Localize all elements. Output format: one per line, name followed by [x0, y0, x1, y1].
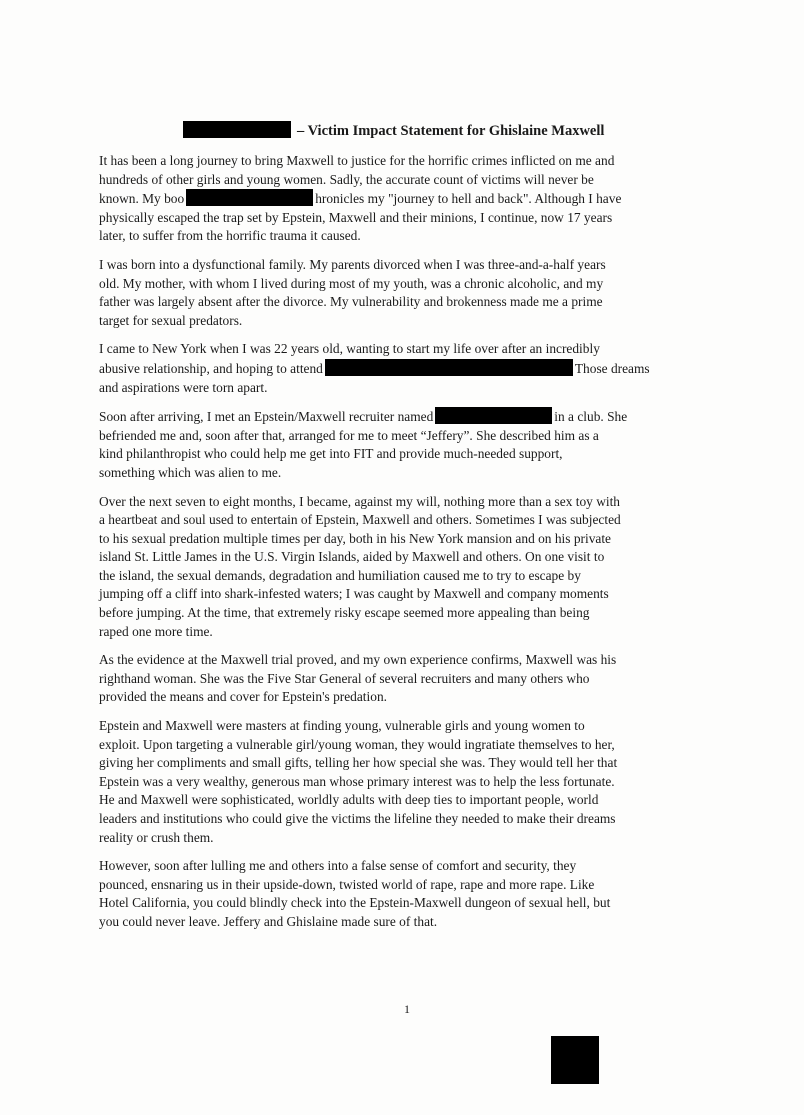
title-text: – Victim Impact Statement for Ghislaine Maxwell	[297, 123, 605, 139]
text-line: befriended me and, soon after that, arranged for me to meet “Jeffery”. She described him as a	[99, 427, 599, 443]
text-line: reality or crush them.	[99, 829, 214, 845]
text-line: provided the means and cover for Epstein's predation.	[99, 689, 387, 705]
line-segment: abusive relationship, and hoping to attend	[99, 360, 323, 376]
paragraph	[99, 152, 729, 246]
paragraph	[99, 256, 729, 330]
text-line: hundreds of other girls and young women. Sadly, the accurate count of victims will never be	[99, 171, 594, 187]
line-segment: hronicles my "journey to hell and back". Although I have	[315, 191, 622, 207]
text-line: and aspirations were torn apart.	[99, 379, 268, 395]
text-line: pounced, ensnaring us in their upside-down, twisted world of rape, rape and more rape. Like	[99, 876, 595, 892]
line-segment: Soon after arriving, I met an Epstein/Maxwell recruiter named	[99, 409, 434, 425]
paragraph	[99, 340, 729, 397]
text-line: island St. Little James in the U.S. Virgin Islands, aided by Maxwell and others. On one visit to	[99, 549, 605, 565]
text-line	[99, 189, 729, 209]
text-line: However, soon after lulling me and others into a false sense of comfort and security, they	[99, 858, 577, 874]
paragraph	[99, 407, 729, 482]
text-line: later, to suffer from the horrific trauma it caused.	[99, 228, 361, 244]
paragraph	[99, 651, 729, 707]
text-line: leaders and institutions who could give the victims the lifeline they needed to make their dreams	[99, 811, 616, 826]
text-line: Hotel California, you could blindly check into the Epstein-Maxwell dungeon of sexual hell, but	[99, 895, 611, 911]
text-line: kind philanthropist who could help me get into FIT and provide much-needed support,	[99, 446, 563, 462]
text-line: exploit. Upon targeting a vulnerable girl/young woman, they would ingratiate themselves to her,	[99, 736, 615, 752]
text-line: Epstein and Maxwell were masters at finding young, vulnerable girls and young women to	[99, 718, 585, 734]
text-line: As the evidence at the Maxwell trial proved, and my own experience confirms, Maxwell was his	[99, 652, 617, 668]
page-number: 1	[404, 1002, 410, 1016]
paragraph	[99, 717, 729, 847]
text-line	[99, 407, 729, 427]
text-line: something which was alien to me.	[99, 464, 282, 480]
redaction-bar	[435, 407, 552, 424]
text-line: righthand woman. She was the Five Star General of several recruiters and many others who	[99, 670, 590, 686]
text-line	[99, 359, 729, 379]
text-line: raped one more time.	[99, 623, 213, 639]
text-line: father was largely absent after the divorce. My vulnerability and brokenness made me a prime	[99, 294, 603, 310]
text-line: target for sexual predators.	[99, 312, 243, 328]
paragraph	[99, 493, 729, 642]
line-segment: in a club. She	[554, 409, 628, 425]
text-line: to his sexual predation multiple times per day, both in his New York mansion and on his private	[99, 530, 612, 546]
text-line: I was born into a dysfunctional family. My parents divorced when I was three-and-a-half years	[99, 256, 606, 272]
line-segment: Those dreams	[574, 360, 650, 376]
redaction-block	[551, 1036, 599, 1084]
paragraph	[99, 857, 729, 931]
text-line: Over the next seven to eight months, I became, against my will, nothing more than a sex toy with	[99, 493, 621, 509]
text-line: physically escaped the trap set by Epstein, Maxwell and their minions, I continue, now 17 years	[99, 209, 613, 225]
text-line: It has been a long journey to bring Maxwell to justice for the horrific crimes inflicted on me and	[99, 153, 615, 168]
text-line: you could never leave. Jeffery and Ghislaine made sure of that.	[99, 913, 438, 929]
text-line: jumping off a cliff into shark-infested waters; I was caught by Maxwell and company moments	[99, 586, 609, 602]
text-line: He and Maxwell were sophisticated, worldly adults with deep ties to important people, world	[99, 792, 599, 808]
text-line: I came to New York when I was 22 years old, wanting to start my life over after an incredibly	[99, 341, 600, 357]
text-line: a heartbeat and soul used to entertain of Epstein, Maxwell and others. Sometimes I was subjected	[99, 512, 621, 528]
statement-body	[99, 152, 729, 942]
text-line: giving her compliments and small gifts, telling her how special she was. They would tell her that	[99, 755, 618, 771]
text-line: Epstein was a very wealthy, generous man whose primary interest was to help the less fortunate.	[99, 773, 615, 789]
text-line: before jumping. At the time, that extremely risky escape seemed more appealing than being	[99, 605, 590, 621]
redaction-bar	[186, 189, 313, 206]
line-segment: known. My boo	[99, 191, 185, 207]
redaction-bar	[183, 121, 291, 138]
text-line: the island, the sexual demands, degradation and humiliation caused me to try to escape by	[99, 567, 581, 583]
redaction-bar	[325, 359, 573, 376]
text-line: old. My mother, with whom I lived during most of my youth, was a chronic alcoholic, and my	[99, 275, 604, 291]
statement-title	[183, 121, 604, 140]
